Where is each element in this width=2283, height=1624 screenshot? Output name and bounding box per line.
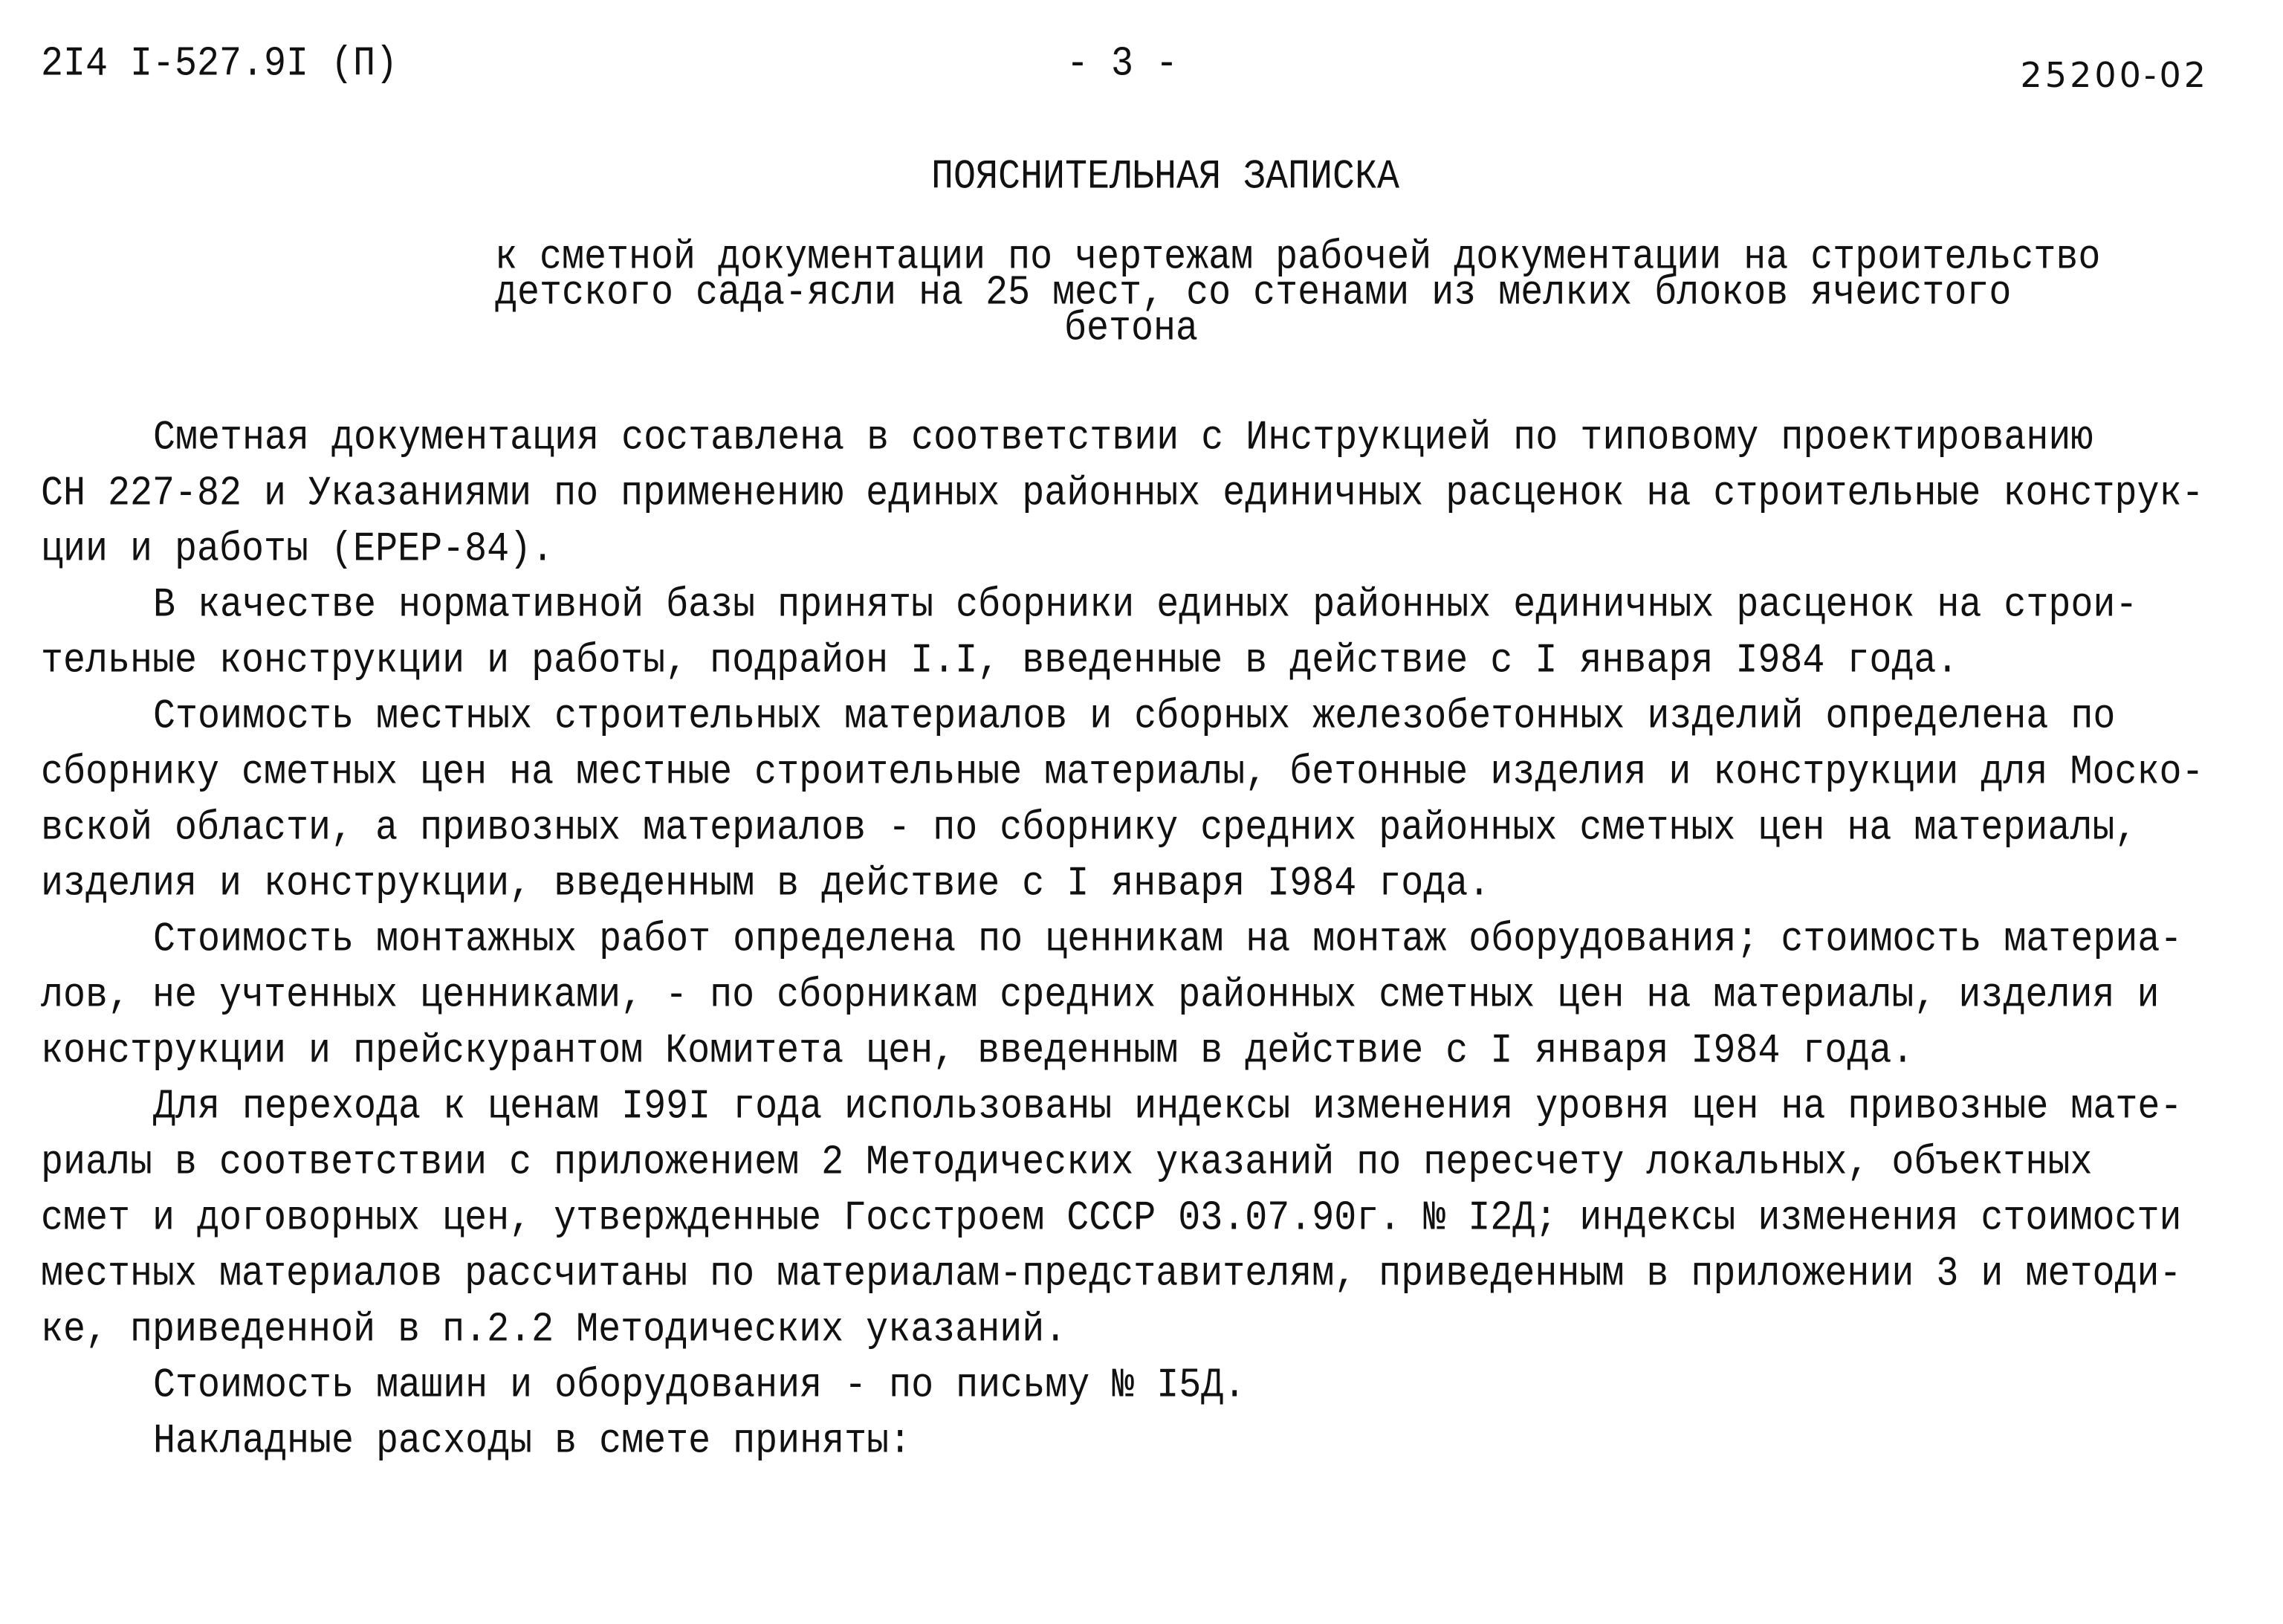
body-line (41, 912, 2270, 968)
body-line-text: СН 227-82 и Указаниями по применению единых районных единичных расценок на строительные конструк- (41, 470, 2204, 518)
body-line-text: местных материалов рассчитаны по материалам-представителям, приведенным в приложении 3 и методи- (41, 1250, 2182, 1298)
body-line-text: лов, не учтенных ценниками, - по сборникам средних районных сметных цен на материалы, изделия и (41, 971, 2160, 1020)
body-line (41, 1246, 2270, 1302)
body-line-text: изделия и конструкции, введенным в действие с I января I984 года. (41, 860, 1491, 908)
subtitle-line (1064, 305, 1199, 353)
body-line-text: Для перехода к ценам I99I года использованы индексы изменения уровня цен на привозные мате- (153, 1083, 2183, 1131)
body-line (41, 1191, 2270, 1246)
page-number-text: - 3 - (1066, 40, 1179, 88)
body-line-text: ции и работы (ЕРЕР-84). (41, 525, 554, 574)
document-title-text: ПОЯСНИТЕЛЬНАЯ ЗАПИСКА (930, 153, 1400, 201)
body-line (41, 1358, 2270, 1414)
body-line (41, 1079, 2270, 1135)
body-line-text: Сметная документация составлена в соответствии с Инструкцией по типовому проектированию (153, 414, 2093, 462)
body-line (41, 522, 2270, 578)
subtitle-line (495, 269, 2012, 317)
body-line-text: Стоимость монтажных работ определена по ценникам на монтаж оборудования; стоимость материа- (153, 916, 2183, 964)
body-line (41, 466, 2270, 522)
body-line-text: риалы в соответствии с приложением 2 Методических указаний по пересчету локальных, объектных (41, 1139, 2093, 1187)
body-text (41, 410, 2270, 1469)
body-line (41, 1302, 2270, 1358)
body-line (41, 633, 2270, 689)
subtitle-text: к сметной документации по чертежам рабочей документации на строительство (495, 233, 2101, 282)
body-line (41, 689, 2270, 745)
body-line-text: вской области, а привозных материалов - по сборнику средних районных сметных цен на материалы, (41, 804, 2137, 853)
body-line (41, 1023, 2270, 1079)
body-line-text: смет и договорных цен, утвержденные Госстроем СССР 03.07.90г. № I2Д; индексы изменения стоимости (41, 1194, 2182, 1243)
document-code-text: 2I4 I-527.9I (П) (41, 40, 398, 88)
body-line-text: тельные конструкции и работы, подрайон I.I, введенные в действие с I января I984 года. (41, 637, 1959, 685)
body-line-text: Стоимость машин и оборудования - по письму № I5Д. (153, 1362, 1246, 1410)
body-line (41, 856, 2270, 912)
body-line (41, 410, 2270, 466)
body-line (41, 800, 2270, 856)
document-title (0, 153, 2283, 201)
body-line (41, 968, 2270, 1023)
body-line-text: конструкции и прейскурантом Комитета цен, введенным в действие с I января I984 года. (41, 1027, 1914, 1075)
subtitle-text: бетона (1064, 305, 1199, 353)
body-line (41, 1414, 2270, 1469)
subtitle-text: детского сада-ясли на 25 мест, со стенами из мелких блоков ячеистого (495, 269, 2012, 317)
body-line (41, 1135, 2270, 1191)
body-line-text: сборнику сметных цен на местные строительные материалы, бетонные изделия и конструкции для Моско- (41, 748, 2204, 797)
body-line (41, 745, 2270, 800)
body-line-text: Накладные расходы в смете приняты: (153, 1417, 912, 1466)
body-line (41, 578, 2270, 633)
body-line-text: ке, приведенной в п.2.2 Методических указаний. (41, 1306, 1067, 1354)
body-line-text: В качестве нормативной базы приняты сборники единых районных единичных расценок на строи- (153, 581, 2138, 630)
body-line-text: Стоимость местных строительных материалов и сборных железобетонных изделий определена по (153, 693, 2116, 741)
sheet-code: 25200-02 (2020, 55, 2209, 95)
page-number (0, 40, 2244, 88)
